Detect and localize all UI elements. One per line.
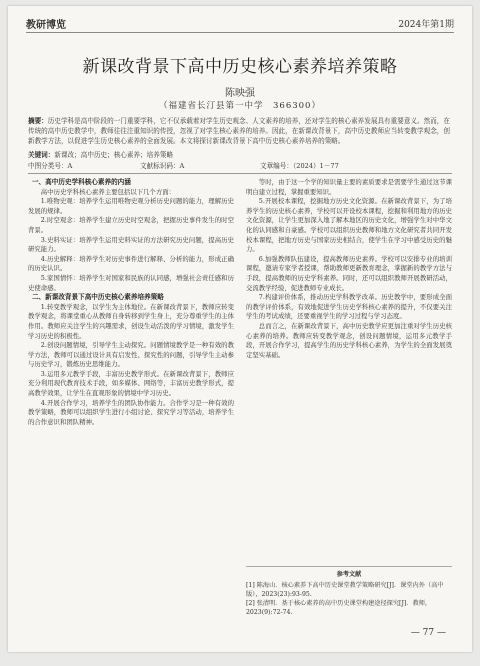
- body-paragraph: 6.加强教师队伍建设，提高教师历史素养。学校可以安排专业的培训课程，邀请专家学者授课，帮助教师更新教育理念，掌握新的教学方法与手段，提高教师的历史学科素养。同时，还可以组织教师开展教研活动，交流教学经验，促进教师专业成长。: [246, 254, 452, 292]
- issue-label: 2024年第1期: [398, 20, 454, 30]
- journal-page: [8, 6, 472, 652]
- abstract: [28, 116, 452, 146]
- body-paragraph: 4.历史解释：培养学生对历史事件进行解释、分析的能力，形成正确的历史认识。: [28, 254, 234, 273]
- body-paragraph: 高中历史学科核心素养主要包括以下几个方面：: [40, 187, 175, 196]
- divider: [28, 173, 452, 174]
- document-code: 文献标识码：A: [140, 162, 185, 170]
- clc-number: 中图分类号：A: [28, 162, 73, 170]
- references: [246, 566, 452, 617]
- body-paragraph: 5.开展校本课程，挖掘地方历史文化资源。在新课改背景下，为了培养学生的历史核心素养，学校可以开设校本课程，挖掘和利用地方的历史文化资源，让学生更加深入地了解本地区的历史文化，增强学生对中华文化的认同感和自豪感。学校可以组织历史教师和地方文化研究者共同开发校本课程，把地方历史与国家历史相结合，使学生在学习中感受历史的魅力。: [246, 197, 452, 254]
- body-paragraph: 1.唯物史观：培养学生运用唯物史观分析历史问题的能力，理解历史发展的规律。: [28, 197, 234, 215]
- journal-name: 教研博览: [26, 20, 66, 31]
- keywords-text: 新课改；高中历史；核心素养；培养策略: [54, 151, 174, 159]
- section-heading: 一、高中历史学科核心素养的内涵: [31, 178, 131, 186]
- reference-item: [2] 张清明．基于核心素养的高中历史课堂构建途径探究[J]．教师，2023(9):72-74.: [246, 600, 432, 616]
- abstract-text: 历史学科是高中阶段的一门重要学科，它不仅承载着对学生历史观念、人文素养的培养，还对学生的核心素养发展具有重要意义。然而，在传统的高中历史教学中，教师往往注重知识的传授，忽视了对学生核心素养的培养。因此，在新课改背景下，高中历史教师应当转变教学观念，创新教学方法，以促进学生历史核心素养的全面发展。本文将探讨新课改背景下高中历史核心素养培养的策略。: [28, 117, 450, 145]
- reference-item: [1] 陈海山．核心素养下高中历史课堂教学策略研究[J]．课堂内外（高中版），2023(23):93-95.: [246, 582, 444, 598]
- author-name: 陈映强: [225, 88, 255, 99]
- body-paragraph: 4.开展合作学习，培养学生的团队协作能力。合作学习是一种有效的教学策略，教师可以组织学生进行小组讨论、探究学习等活动，培养学生的合作意识和团队精神。: [28, 398, 234, 426]
- keywords: [28, 149, 452, 159]
- body-column-left: [28, 178, 234, 608]
- references-title: 参考文献: [246, 566, 452, 579]
- body-paragraph: 5.家国情怀：培养学生对国家和民族的认同感，增强社会责任感和历史使命感。: [28, 273, 234, 292]
- running-header: [26, 16, 454, 33]
- body-column-right: [246, 178, 452, 608]
- article-title: 新课改背景下高中历史核心素养培养策略: [82, 57, 398, 77]
- body-paragraph: 2.时空观念：培养学生建立历史时空观念，把握历史事件发生的时空背景。: [28, 216, 234, 234]
- keywords-label: 关键词：: [28, 151, 55, 159]
- body-paragraph: 总而言之，在新课改背景下，高中历史教学应更加注重对学生历史核心素养的培养。教师应转变教学观念，创设问题情境，运用多元教学手段，开展合作学习，提高学生的历史学科核心素养，为学生的全面发展奠定坚实基础。: [246, 321, 452, 359]
- body-paragraph: 3.史料实证：培养学生运用史料实证的方法研究历史问题，提高历史研究能力。: [28, 235, 234, 254]
- abstract-label: 摘要：: [28, 117, 48, 125]
- page-number: — 77 —: [410, 628, 446, 638]
- body-paragraph: 等时，由于这一个学的知识量主要的素质要求是需要学生通过这节课明白建立过程，掌握重要知识。: [246, 178, 452, 196]
- article-number: 文章编号：（2024）1－77: [260, 162, 339, 170]
- section-heading: 二、新课改背景下高中历史核心素养培养策略: [31, 293, 164, 302]
- author-affiliation: （福建省长汀县第一中学 366300）: [159, 101, 321, 111]
- body-paragraph: 7.构建评价体系，推动历史学科教学改革。历史教学中，要形成全面的教学评价体系，有效地促进学生历史学科核心素养的提升，不仅要关注学生的考试成绩，还要重视学生的学习过程与学习态度。: [246, 293, 452, 321]
- body-paragraph: 3.运用多元教学手段，丰富历史教学形式。在新课改背景下，教师应充分利用现代教育技术手段，如多媒体、网络等，丰富历史教学形式，提高教学效果，让学生在直观形象的情境中学习历史。: [28, 369, 234, 398]
- body-paragraph: 1.转变教学观念，以学生为主体地位。在新课改背景下，教师应转变教学观念，将课堂重心从教师自身转移到学生身上，充分尊重学生的主体作用。教师应关注学生的兴趣需求，创设生动活泼的学习情境，激发学生学习历史的积极性。: [28, 302, 234, 340]
- body-paragraph: 2.创设问题情境，引导学生主动探究。问题情境教学是一种有效的教学方法，教师可以通过设计具有启发性、探究性的问题，引导学生主动参与历史学习，锻炼历史思维能力。: [28, 341, 234, 369]
- classification-line: [28, 160, 452, 172]
